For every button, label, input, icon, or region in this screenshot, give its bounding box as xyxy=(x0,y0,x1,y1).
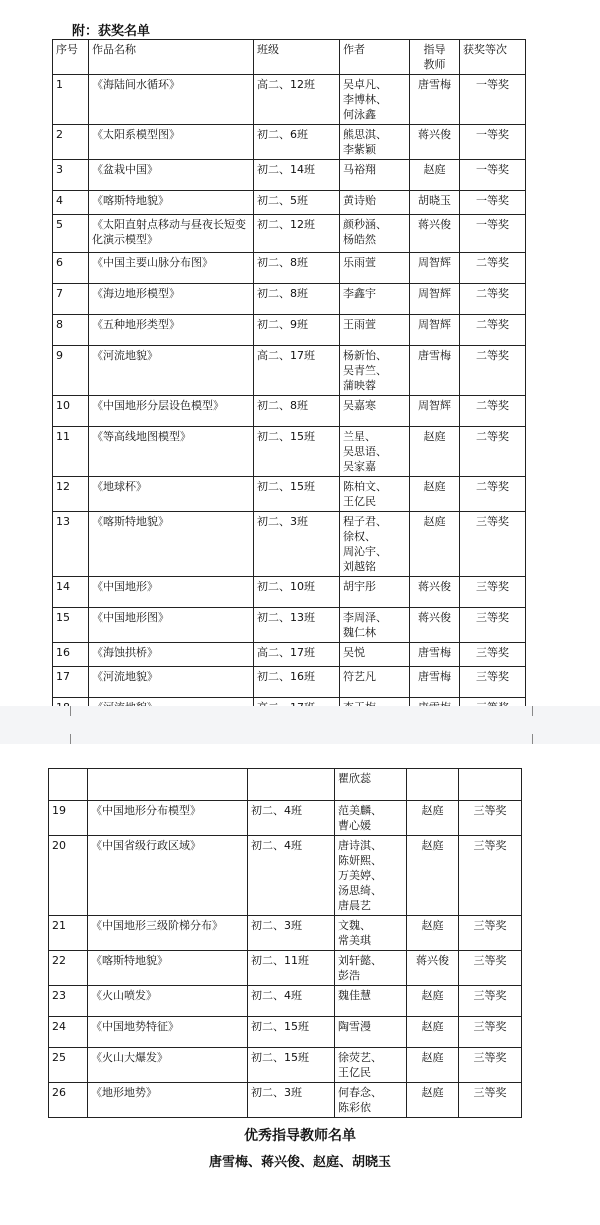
row-number: 23 xyxy=(49,986,88,1017)
work-title: 《中国地形》 xyxy=(89,577,254,608)
class-name: 初二、8班 xyxy=(254,396,340,427)
teacher-name: 蒋兴俊 xyxy=(407,951,459,986)
row-number: 24 xyxy=(49,1017,88,1048)
teacher-name: 赵庭 xyxy=(410,512,460,577)
table-row xyxy=(53,643,526,667)
author-name: 吴青竺、 xyxy=(343,364,387,377)
teacher-name: 赵庭 xyxy=(410,427,460,477)
row-number: 10 xyxy=(53,396,89,427)
table-row xyxy=(49,1083,522,1118)
authors-cell xyxy=(335,1083,407,1118)
award-level: 三等奖 xyxy=(460,577,526,608)
author-name: 常美琪 xyxy=(338,934,371,947)
teacher-name: 赵庭 xyxy=(410,160,460,191)
author-name: 李鑫宇 xyxy=(343,287,376,300)
table-row-continued xyxy=(49,769,522,801)
authors-cell xyxy=(335,986,407,1017)
row-number: 26 xyxy=(49,1083,88,1118)
author-name: 陈柏文、 xyxy=(343,480,387,493)
table-row xyxy=(53,75,526,125)
authors-cell xyxy=(340,191,410,215)
table-row xyxy=(49,801,522,836)
author-name: 黄诗贻 xyxy=(343,194,376,207)
work-title: 《火山喷发》 xyxy=(88,986,248,1017)
teacher-name: 胡晓玉 xyxy=(410,191,460,215)
author-name: 唐诗淇、 xyxy=(338,839,382,852)
excellent-teachers-title: 优秀指导教师名单 xyxy=(244,1128,356,1144)
award-level: 三等奖 xyxy=(459,1048,522,1083)
work-title: 《中国地形图》 xyxy=(89,608,254,643)
class-name: 初二、3班 xyxy=(248,916,335,951)
teacher-name: 周智辉 xyxy=(410,253,460,284)
table-row xyxy=(49,836,522,916)
award-level: 三等奖 xyxy=(460,643,526,667)
table-row xyxy=(53,191,526,215)
class-name: 高二、12班 xyxy=(254,75,340,125)
author-name: 李紫颖 xyxy=(343,143,376,156)
class-name: 初二、11班 xyxy=(248,951,335,986)
author-name: 陈妍熙、 xyxy=(338,854,382,867)
table-row xyxy=(49,951,522,986)
row-number: 15 xyxy=(53,608,89,643)
authors-cell xyxy=(340,125,410,160)
row-number: 6 xyxy=(53,253,89,284)
class-name: 初二、4班 xyxy=(248,986,335,1017)
table-row xyxy=(53,577,526,608)
table-row xyxy=(53,427,526,477)
award-level: 一等奖 xyxy=(460,75,526,125)
author-name: 吴思语、 xyxy=(343,445,387,458)
award-level: 三等奖 xyxy=(460,512,526,577)
authors-cell xyxy=(340,512,410,577)
teacher-name: 赵庭 xyxy=(407,836,459,916)
award-table-continued xyxy=(48,768,522,1118)
work-title: 《中国地势特征》 xyxy=(88,1017,248,1048)
award-level: 三等奖 xyxy=(460,608,526,643)
row-number: 1 xyxy=(53,75,89,125)
class-name: 初二、12班 xyxy=(254,215,340,253)
award-level: 二等奖 xyxy=(460,427,526,477)
work-title: 《中国省级行政区域》 xyxy=(88,836,248,916)
author-name: 陶雪漫 xyxy=(338,1020,371,1033)
teacher-name: 唐雪梅 xyxy=(410,346,460,396)
row-number: 12 xyxy=(53,477,89,512)
author-name: 吴家嘉 xyxy=(343,460,376,473)
table-row xyxy=(49,986,522,1017)
teacher-name: 周智辉 xyxy=(410,396,460,427)
work-title: 《海边地形模型》 xyxy=(89,284,254,315)
work-title: 《中国主要山脉分布图》 xyxy=(89,253,254,284)
authors-cell xyxy=(340,608,410,643)
author-name: 周沁宇、 xyxy=(343,545,387,558)
award-level: 三等奖 xyxy=(459,801,522,836)
class-name: 初二、9班 xyxy=(254,315,340,346)
class-name: 初二、15班 xyxy=(254,427,340,477)
author-name: 徐荧艺、 xyxy=(338,1051,382,1064)
authors-cell xyxy=(335,951,407,986)
author-name: 杨皓然 xyxy=(343,233,376,246)
author-name: 颜秒涵、 xyxy=(343,218,387,231)
author-name: 吴嘉寒 xyxy=(343,399,376,412)
col-header-no: 序号 xyxy=(53,40,89,75)
author-name: 刘越铭 xyxy=(343,560,376,573)
teacher-name: 蒋兴俊 xyxy=(410,215,460,253)
award-level: 三等奖 xyxy=(459,1017,522,1048)
teacher-name: 赵庭 xyxy=(407,1048,459,1083)
class-name: 初二、14班 xyxy=(254,160,340,191)
author-name: 汤思绮、 xyxy=(338,884,382,897)
award-level: 三等奖 xyxy=(459,1083,522,1118)
row-number: 4 xyxy=(53,191,89,215)
class-name: 初二、4班 xyxy=(248,801,335,836)
authors-cell xyxy=(335,769,407,801)
award-level: 三等奖 xyxy=(459,951,522,986)
award-level: 三等奖 xyxy=(459,916,522,951)
table-row xyxy=(53,512,526,577)
row-number: 7 xyxy=(53,284,89,315)
authors-cell xyxy=(340,346,410,396)
authors-cell xyxy=(340,215,410,253)
class-name: 初二、10班 xyxy=(254,577,340,608)
teacher-name: 唐雪梅 xyxy=(410,643,460,667)
authors-cell xyxy=(340,643,410,667)
work-title: 《喀斯特地貌》 xyxy=(88,951,248,986)
award-level: 二等奖 xyxy=(460,284,526,315)
class-name: 初二、8班 xyxy=(254,284,340,315)
author-name: 李博林、 xyxy=(343,93,387,106)
work-title: 《中国地形分层设色模型》 xyxy=(89,396,254,427)
col-header-class: 班级 xyxy=(254,40,340,75)
excellent-teachers-names: 唐雪梅、蒋兴俊、赵庭、胡晓玉 xyxy=(208,1155,391,1170)
teacher-name: 赵庭 xyxy=(407,1083,459,1118)
authors-cell xyxy=(340,667,410,698)
author-name: 徐权、 xyxy=(343,530,376,543)
row-number: 11 xyxy=(53,427,89,477)
author-name: 文魏、 xyxy=(338,919,371,932)
teacher-name: 赵庭 xyxy=(407,1017,459,1048)
page-heading: 附：获奖名单 xyxy=(72,24,151,39)
author-name: 吴悦 xyxy=(343,646,365,659)
class-name: 初二、13班 xyxy=(254,608,340,643)
author-name: 魏佳慧 xyxy=(338,989,371,1002)
teacher-name: 蒋兴俊 xyxy=(410,608,460,643)
row-number: 9 xyxy=(53,346,89,396)
authors-cell xyxy=(340,477,410,512)
table-row xyxy=(53,608,526,643)
work-title: 《河流地貌》 xyxy=(89,346,254,396)
table-row xyxy=(49,1048,522,1083)
class-name: 初二、3班 xyxy=(248,1083,335,1118)
row-number: 13 xyxy=(53,512,89,577)
authors-cell xyxy=(340,427,410,477)
author-name: 何泳鑫 xyxy=(343,108,376,121)
award-level: 一等奖 xyxy=(460,215,526,253)
award-level: 一等奖 xyxy=(460,191,526,215)
row-number: 14 xyxy=(53,577,89,608)
class-name: 初二、5班 xyxy=(254,191,340,215)
work-title: 《地球杯》 xyxy=(89,477,254,512)
class-name: 初二、4班 xyxy=(248,836,335,916)
author-name: 唐晨艺 xyxy=(338,899,371,912)
award-level: 三等奖 xyxy=(459,986,522,1017)
row-number: 8 xyxy=(53,315,89,346)
author-name: 王亿民 xyxy=(338,1066,371,1079)
work-title: 《太阳直射点移动与昼夜长短变化演示模型》 xyxy=(89,215,254,253)
author-name: 熊思淇、 xyxy=(343,128,387,141)
teacher-name: 蒋兴俊 xyxy=(410,125,460,160)
author-name: 王亿民 xyxy=(343,495,376,508)
author-name: 彭浩 xyxy=(338,969,360,982)
author-name: 陈彩依 xyxy=(338,1101,371,1114)
award-level: 二等奖 xyxy=(460,315,526,346)
author-name: 兰星、 xyxy=(343,430,376,443)
author-name: 乐雨萱 xyxy=(343,256,376,269)
teacher-name: 唐雪梅 xyxy=(410,667,460,698)
teacher-name: 赵庭 xyxy=(407,801,459,836)
authors-cell xyxy=(340,284,410,315)
authors-cell xyxy=(335,916,407,951)
author-name: 马裕翔 xyxy=(343,163,376,176)
class-name: 初二、15班 xyxy=(248,1017,335,1048)
class-name: 高二、17班 xyxy=(254,346,340,396)
work-title: 《中国地形分布模型》 xyxy=(88,801,248,836)
authors-cell xyxy=(340,75,410,125)
award-level: 三等奖 xyxy=(460,667,526,698)
table-row xyxy=(53,284,526,315)
class-name: 初二、8班 xyxy=(254,253,340,284)
row-number: 5 xyxy=(53,215,89,253)
work-title: 《火山大爆发》 xyxy=(88,1048,248,1083)
author-name: 瞿欣蕊 xyxy=(338,772,371,785)
teacher-name: 唐雪梅 xyxy=(410,75,460,125)
work-title: 《盆栽中国》 xyxy=(89,160,254,191)
authors-cell xyxy=(340,315,410,346)
author-name: 王雨萱 xyxy=(343,318,376,331)
col-header-teacher: 指导 教师 xyxy=(410,40,460,75)
author-name: 何春念、 xyxy=(338,1086,382,1099)
row-number: 22 xyxy=(49,951,88,986)
teacher-name: 赵庭 xyxy=(407,916,459,951)
authors-cell xyxy=(340,396,410,427)
author-name: 吴卓凡、 xyxy=(343,78,387,91)
authors-cell xyxy=(340,577,410,608)
row-number: 3 xyxy=(53,160,89,191)
row-number: 2 xyxy=(53,125,89,160)
award-level: 一等奖 xyxy=(460,160,526,191)
author-name: 万美婷、 xyxy=(338,869,382,882)
work-title: 《太阳系模型图》 xyxy=(89,125,254,160)
document-page-2 xyxy=(0,744,600,1225)
award-level: 三等奖 xyxy=(459,836,522,916)
class-name: 初二、15班 xyxy=(248,1048,335,1083)
award-level: 二等奖 xyxy=(460,253,526,284)
class-name: 初二、15班 xyxy=(254,477,340,512)
award-level: 二等奖 xyxy=(460,477,526,512)
work-title: 《喀斯特地貌》 xyxy=(89,191,254,215)
table-header-row xyxy=(53,40,526,75)
author-name: 范美麟、 xyxy=(338,804,382,817)
teacher-name: 赵庭 xyxy=(407,986,459,1017)
authors-cell xyxy=(335,801,407,836)
work-title: 《海蚀拱桥》 xyxy=(89,643,254,667)
author-name: 魏仁林 xyxy=(343,626,376,639)
class-name: 初二、16班 xyxy=(254,667,340,698)
work-title: 《五种地形类型》 xyxy=(89,315,254,346)
table-row xyxy=(53,477,526,512)
authors-cell xyxy=(335,1017,407,1048)
author-name: 曹心媛 xyxy=(338,819,371,832)
work-title: 《中国地形三级阶梯分布》 xyxy=(88,916,248,951)
authors-cell xyxy=(340,160,410,191)
author-name: 胡宇彤 xyxy=(343,580,376,593)
row-number: 19 xyxy=(49,801,88,836)
row-number: 25 xyxy=(49,1048,88,1083)
teacher-name: 赵庭 xyxy=(410,477,460,512)
col-header-title: 作品名称 xyxy=(89,40,254,75)
authors-cell xyxy=(335,836,407,916)
teacher-name: 蒋兴俊 xyxy=(410,577,460,608)
work-title: 《等高线地图模型》 xyxy=(89,427,254,477)
author-name: 李周泽、 xyxy=(343,611,387,624)
teacher-name: 周智辉 xyxy=(410,284,460,315)
work-title: 《喀斯特地貌》 xyxy=(89,512,254,577)
author-name: 程子君、 xyxy=(343,515,387,528)
authors-cell xyxy=(335,1048,407,1083)
table-row xyxy=(53,253,526,284)
class-name: 初二、6班 xyxy=(254,125,340,160)
award-table xyxy=(52,39,526,718)
col-header-award: 获奖等次 xyxy=(460,40,526,75)
table-row xyxy=(53,215,526,253)
award-level: 一等奖 xyxy=(460,125,526,160)
table-row xyxy=(53,160,526,191)
row-number: 21 xyxy=(49,916,88,951)
table-row xyxy=(53,667,526,698)
table-row xyxy=(53,125,526,160)
table-row xyxy=(49,1017,522,1048)
teacher-name: 周智辉 xyxy=(410,315,460,346)
authors-cell xyxy=(340,253,410,284)
author-name: 刘轩懿、 xyxy=(338,954,382,967)
author-name: 蒲映蓉 xyxy=(343,379,376,392)
col-header-authors: 作者 xyxy=(340,40,410,75)
author-name: 符艺凡 xyxy=(343,670,376,683)
table-row xyxy=(49,916,522,951)
page-gap xyxy=(0,706,600,744)
work-title: 《地形地势》 xyxy=(88,1083,248,1118)
table-row xyxy=(53,396,526,427)
row-number: 17 xyxy=(53,667,89,698)
work-title: 《海陆间水循环》 xyxy=(89,75,254,125)
author-name: 杨新怡、 xyxy=(343,349,387,362)
row-number: 16 xyxy=(53,643,89,667)
award-level: 二等奖 xyxy=(460,396,526,427)
work-title: 《河流地貌》 xyxy=(89,667,254,698)
award-level: 二等奖 xyxy=(460,346,526,396)
row-number: 20 xyxy=(49,836,88,916)
table-row xyxy=(53,315,526,346)
class-name: 高二、17班 xyxy=(254,643,340,667)
class-name: 初二、3班 xyxy=(254,512,340,577)
table-row xyxy=(53,346,526,396)
